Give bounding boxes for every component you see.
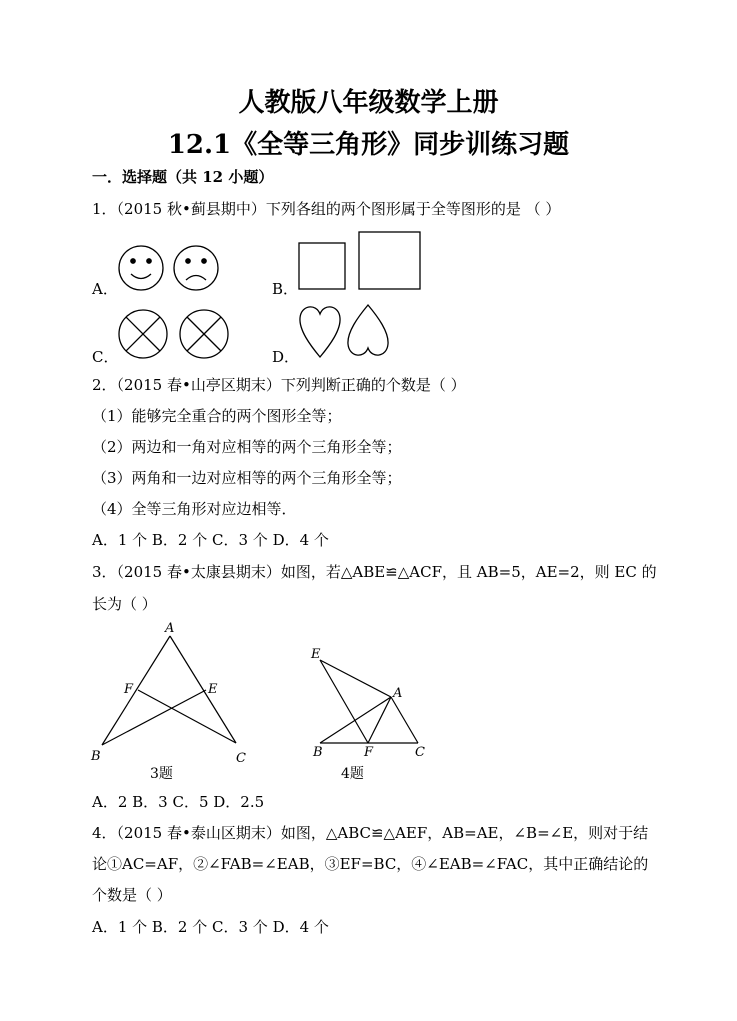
q1-option-b-label: B．	[272, 280, 299, 298]
heart-shape-upright	[300, 307, 340, 357]
q4-answer-choices: A．1 个 B．2 个 C．3 个 D．4 个	[92, 918, 329, 936]
fig4-label-f: F	[364, 745, 374, 760]
fig4-label-a: A	[393, 686, 403, 701]
question-1-stem: 1．（2015 秋•蓟县期中）下列各组的两个图形属于全等图形的是 （ ）	[92, 200, 561, 218]
fig4-label-b: B	[313, 745, 323, 760]
question-3-stem-line-2: 长为（ ）	[92, 595, 157, 613]
heart-shape-inverted	[348, 305, 388, 355]
large-square-shape	[359, 232, 420, 289]
question-4-stem-line-1: 4．（2015 春•泰山区期末）如图，△ABC≌△AEF，AB=AE，∠B=∠E，则对于结	[92, 824, 649, 842]
document-title: 人教版八年级数学上册	[238, 88, 499, 118]
question-2-stem: 2．（2015 春•山亭区期末）下列判断正确的个数是（ ）	[92, 376, 466, 394]
q2-statement-1: （1）能够完全重合的两个图形全等；	[92, 407, 342, 425]
fig3-label-a: A	[165, 621, 175, 636]
q3-answer-choices: A．2 B．3 C．5 D．2.5	[92, 793, 265, 811]
frowning-face-icon	[174, 246, 218, 290]
fig3-caption: 3题	[150, 766, 173, 782]
fig3-label-e: E	[208, 682, 218, 697]
q2-statement-2: （2）两边和一角对应相等的两个三角形全等；	[92, 438, 402, 456]
section-heading: 一．选择题（共 12 小题）	[92, 168, 274, 186]
fig4-caption: 4题	[341, 766, 364, 782]
circle-cross-shape-right	[180, 310, 228, 358]
fig4-label-e: E	[311, 647, 321, 662]
question-4-stem-line-3: 个数是（ ）	[92, 886, 172, 904]
q2-answer-choices: A．1 个 B．2 个 C．3 个 D．4 个	[92, 531, 329, 549]
fig3-label-f: F	[124, 682, 134, 697]
question-3-stem-line-1: 3．（2015 春•太康县期末）如图，若△ABE≌△ACF，且 AB=5，AE=2，则 EC 的	[92, 563, 657, 581]
q2-statement-4: （4）全等三角形对应边相等．	[92, 500, 297, 518]
circle-cross-shape-left	[119, 310, 167, 358]
q1-option-d-label: D．	[272, 348, 300, 366]
question-4-stem-line-2: 论①AC=AF，②∠FAB=∠EAB，③EF=BC，④∠EAB=∠FAC，其中正确结论的	[92, 855, 649, 873]
smiley-face-icon	[119, 246, 163, 290]
q1-option-a-label: A．	[92, 280, 118, 298]
q1-option-c-label: C．	[92, 348, 119, 366]
fig3-label-b: B	[91, 749, 101, 764]
small-square-shape	[299, 243, 345, 289]
fig4-label-c: C	[415, 745, 425, 760]
fig3-label-c: C	[236, 751, 246, 766]
q2-statement-3: （3）两角和一边对应相等的两个三角形全等；	[92, 469, 402, 487]
figure-4-diagram	[320, 660, 418, 743]
document-subtitle: 12.1《全等三角形》同步训练习题	[167, 130, 570, 160]
